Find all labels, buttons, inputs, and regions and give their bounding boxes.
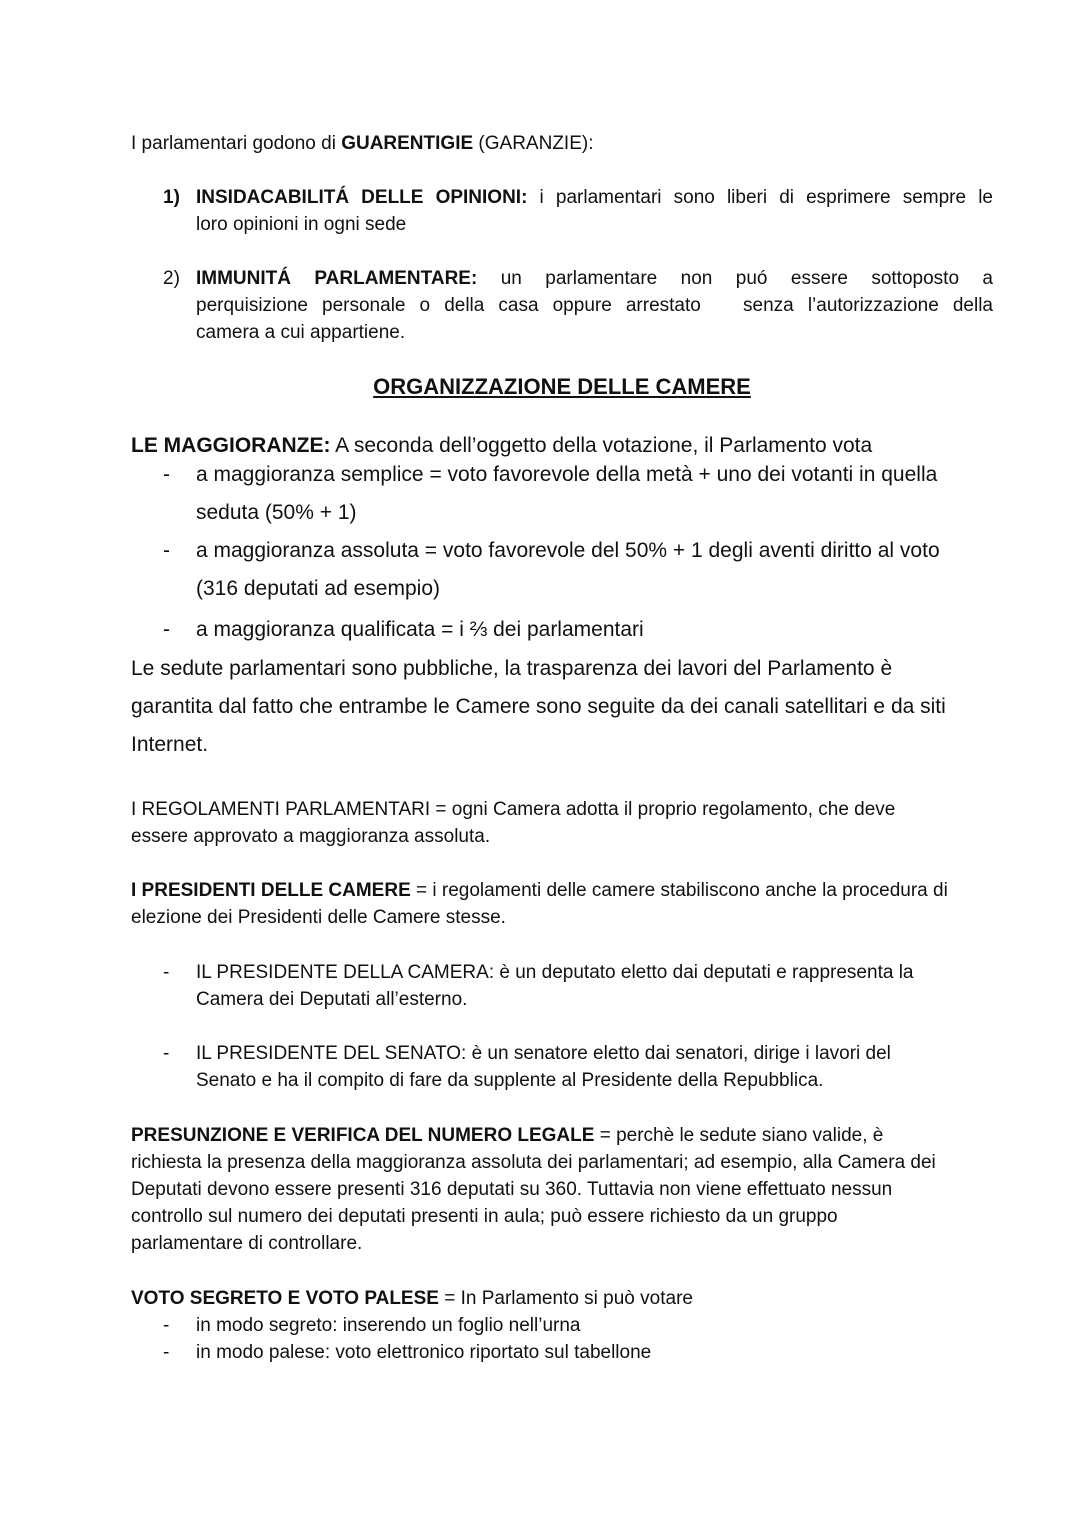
numero-legale-text: parlamentare di controllare. bbox=[131, 1233, 363, 1254]
maggioranza-text: seduta (50% + 1) bbox=[196, 501, 357, 524]
presidenti-text: elezione dei Presidenti delle Camere stesse. bbox=[131, 907, 506, 928]
maggioranza-text: a maggioranza semplice = voto favorevole della metà + uno dei votanti in quella bbox=[196, 463, 938, 486]
list-marker: - bbox=[163, 962, 170, 983]
maggioranza-item-1 bbox=[131, 456, 993, 532]
guarentigia-title: IMMUNITÁ PARLAMENTARE: bbox=[196, 268, 478, 289]
presidente-text: Camera dei Deputati all’esterno. bbox=[196, 989, 468, 1010]
guarentigia-text: un parlamentare non puó essere sottoposto a bbox=[477, 268, 993, 289]
maggioranza-text: a maggioranza qualificata = i ⅔ dei parlamentari bbox=[196, 618, 644, 641]
voto-text: = In Parlamento si può votare bbox=[438, 1288, 693, 1309]
voto-label: VOTO SEGRETO E VOTO PALESE bbox=[131, 1288, 439, 1309]
presidenti-paragraph bbox=[131, 877, 993, 931]
numero-legale-line bbox=[131, 1122, 993, 1149]
presidente-item-2 bbox=[131, 1040, 993, 1094]
presidenti-text: = i regolamenti delle camere stabiliscono anche la procedura di bbox=[410, 880, 948, 901]
section-heading: ORGANIZZAZIONE DELLE CAMERE bbox=[373, 374, 751, 399]
list-marker: - bbox=[163, 1342, 170, 1363]
voto-item-text: in modo palese: voto elettronico riportato sul tabellone bbox=[196, 1342, 652, 1363]
sedute-line: Internet. bbox=[131, 733, 209, 756]
voto-item-1 bbox=[131, 1312, 993, 1339]
guarentigia-text: camera a cui appartiene. bbox=[196, 322, 406, 343]
numero-legale-text: = perchè le sedute siano valide, è bbox=[594, 1125, 884, 1146]
presidente-text: Senato e ha il compito di fare da supplente al Presidente della Repubblica. bbox=[196, 1070, 824, 1091]
maggioranza-item-3 bbox=[131, 611, 993, 649]
numero-legale-text: richiesta la presenza della maggioranza assoluta dei parlamentari; ad esempio, alla Camera dei bbox=[131, 1152, 936, 1173]
guarentigia-title: INSIDACABILITÁ DELLE OPINIONI: bbox=[196, 187, 528, 208]
guarentigia-text: loro opinioni in ogni sede bbox=[196, 214, 407, 235]
list-marker: - bbox=[163, 618, 170, 641]
list-marker: 1) bbox=[163, 187, 180, 208]
presidenti-line bbox=[131, 877, 993, 904]
presidente-text: IL PRESIDENTE DEL SENATO: è un senatore eletto dai senatori, dirige i lavori del bbox=[196, 1043, 891, 1064]
maggioranze-label: LE MAGGIORANZE: bbox=[131, 434, 331, 457]
maggioranze-text: A seconda dell’oggetto della votazione, il Parlamento vota bbox=[330, 434, 873, 457]
sedute-line: garantita dal fatto che entrambe le Camere sono seguite da dei canali satellitari e da siti bbox=[131, 695, 946, 718]
sedute-paragraph bbox=[131, 650, 993, 764]
presidenti-label: I PRESIDENTI DELLE CAMERE bbox=[131, 880, 411, 901]
maggioranza-text: (316 deputati ad esempio) bbox=[196, 577, 440, 600]
voto-item-2 bbox=[131, 1339, 993, 1366]
voto-line bbox=[131, 1285, 993, 1312]
guarentigia-item-1 bbox=[131, 184, 993, 238]
guarentigia-line bbox=[196, 265, 993, 292]
guarentigia-line bbox=[196, 184, 993, 211]
maggioranza-item-2 bbox=[131, 532, 993, 608]
presidente-item-1 bbox=[131, 959, 993, 1013]
presidente-text: IL PRESIDENTE DELLA CAMERA: è un deputato eletto dai deputati e rappresenta la bbox=[196, 962, 914, 983]
numero-legale-paragraph bbox=[131, 1122, 993, 1257]
sedute-line: Le sedute parlamentari sono pubbliche, la trasparenza dei lavori del Parlamento è bbox=[131, 657, 893, 680]
numero-legale-text: controllo sul numero dei deputati presenti in aula; può essere richiesto da un gruppo bbox=[131, 1206, 838, 1227]
maggioranza-text: a maggioranza assoluta = voto favorevole del 50% + 1 degli aventi diritto al voto bbox=[196, 539, 940, 562]
intro-text: I parlamentari godono di bbox=[131, 133, 342, 154]
regolamenti-line: essere approvato a maggioranza assoluta. bbox=[131, 826, 491, 847]
intro-after: (GARANZIE): bbox=[473, 133, 594, 154]
regolamenti-line: I REGOLAMENTI PARLAMENTARI = ogni Camera adotta il proprio regolamento, che deve bbox=[131, 799, 896, 820]
list-marker: 2) bbox=[163, 268, 180, 289]
voto-item-text: in modo segreto: inserendo un foglio nell’urna bbox=[196, 1315, 581, 1336]
intro-paragraph bbox=[131, 130, 993, 157]
list-marker: - bbox=[163, 1315, 170, 1336]
guarentigia-item-2 bbox=[131, 265, 993, 346]
list-marker: - bbox=[163, 463, 170, 486]
numero-legale-text: Deputati devono essere presenti 316 deputati su 360. Tuttavia non viene effettuato nessun bbox=[131, 1179, 893, 1200]
list-marker: - bbox=[163, 539, 170, 562]
voto-paragraph bbox=[131, 1285, 993, 1312]
guarentigia-text: i parlamentari sono liberi di esprimere sempre le bbox=[527, 187, 993, 208]
regolamenti-paragraph bbox=[131, 796, 993, 850]
guarentigia-text: perquisizione personale o della casa oppure arrestato senza l’autorizzazione della bbox=[196, 295, 993, 316]
list-marker: - bbox=[163, 1043, 170, 1064]
numero-legale-label: PRESUNZIONE E VERIFICA DEL NUMERO LEGALE bbox=[131, 1125, 595, 1146]
intro-bold: GUARENTIGIE bbox=[341, 133, 474, 154]
